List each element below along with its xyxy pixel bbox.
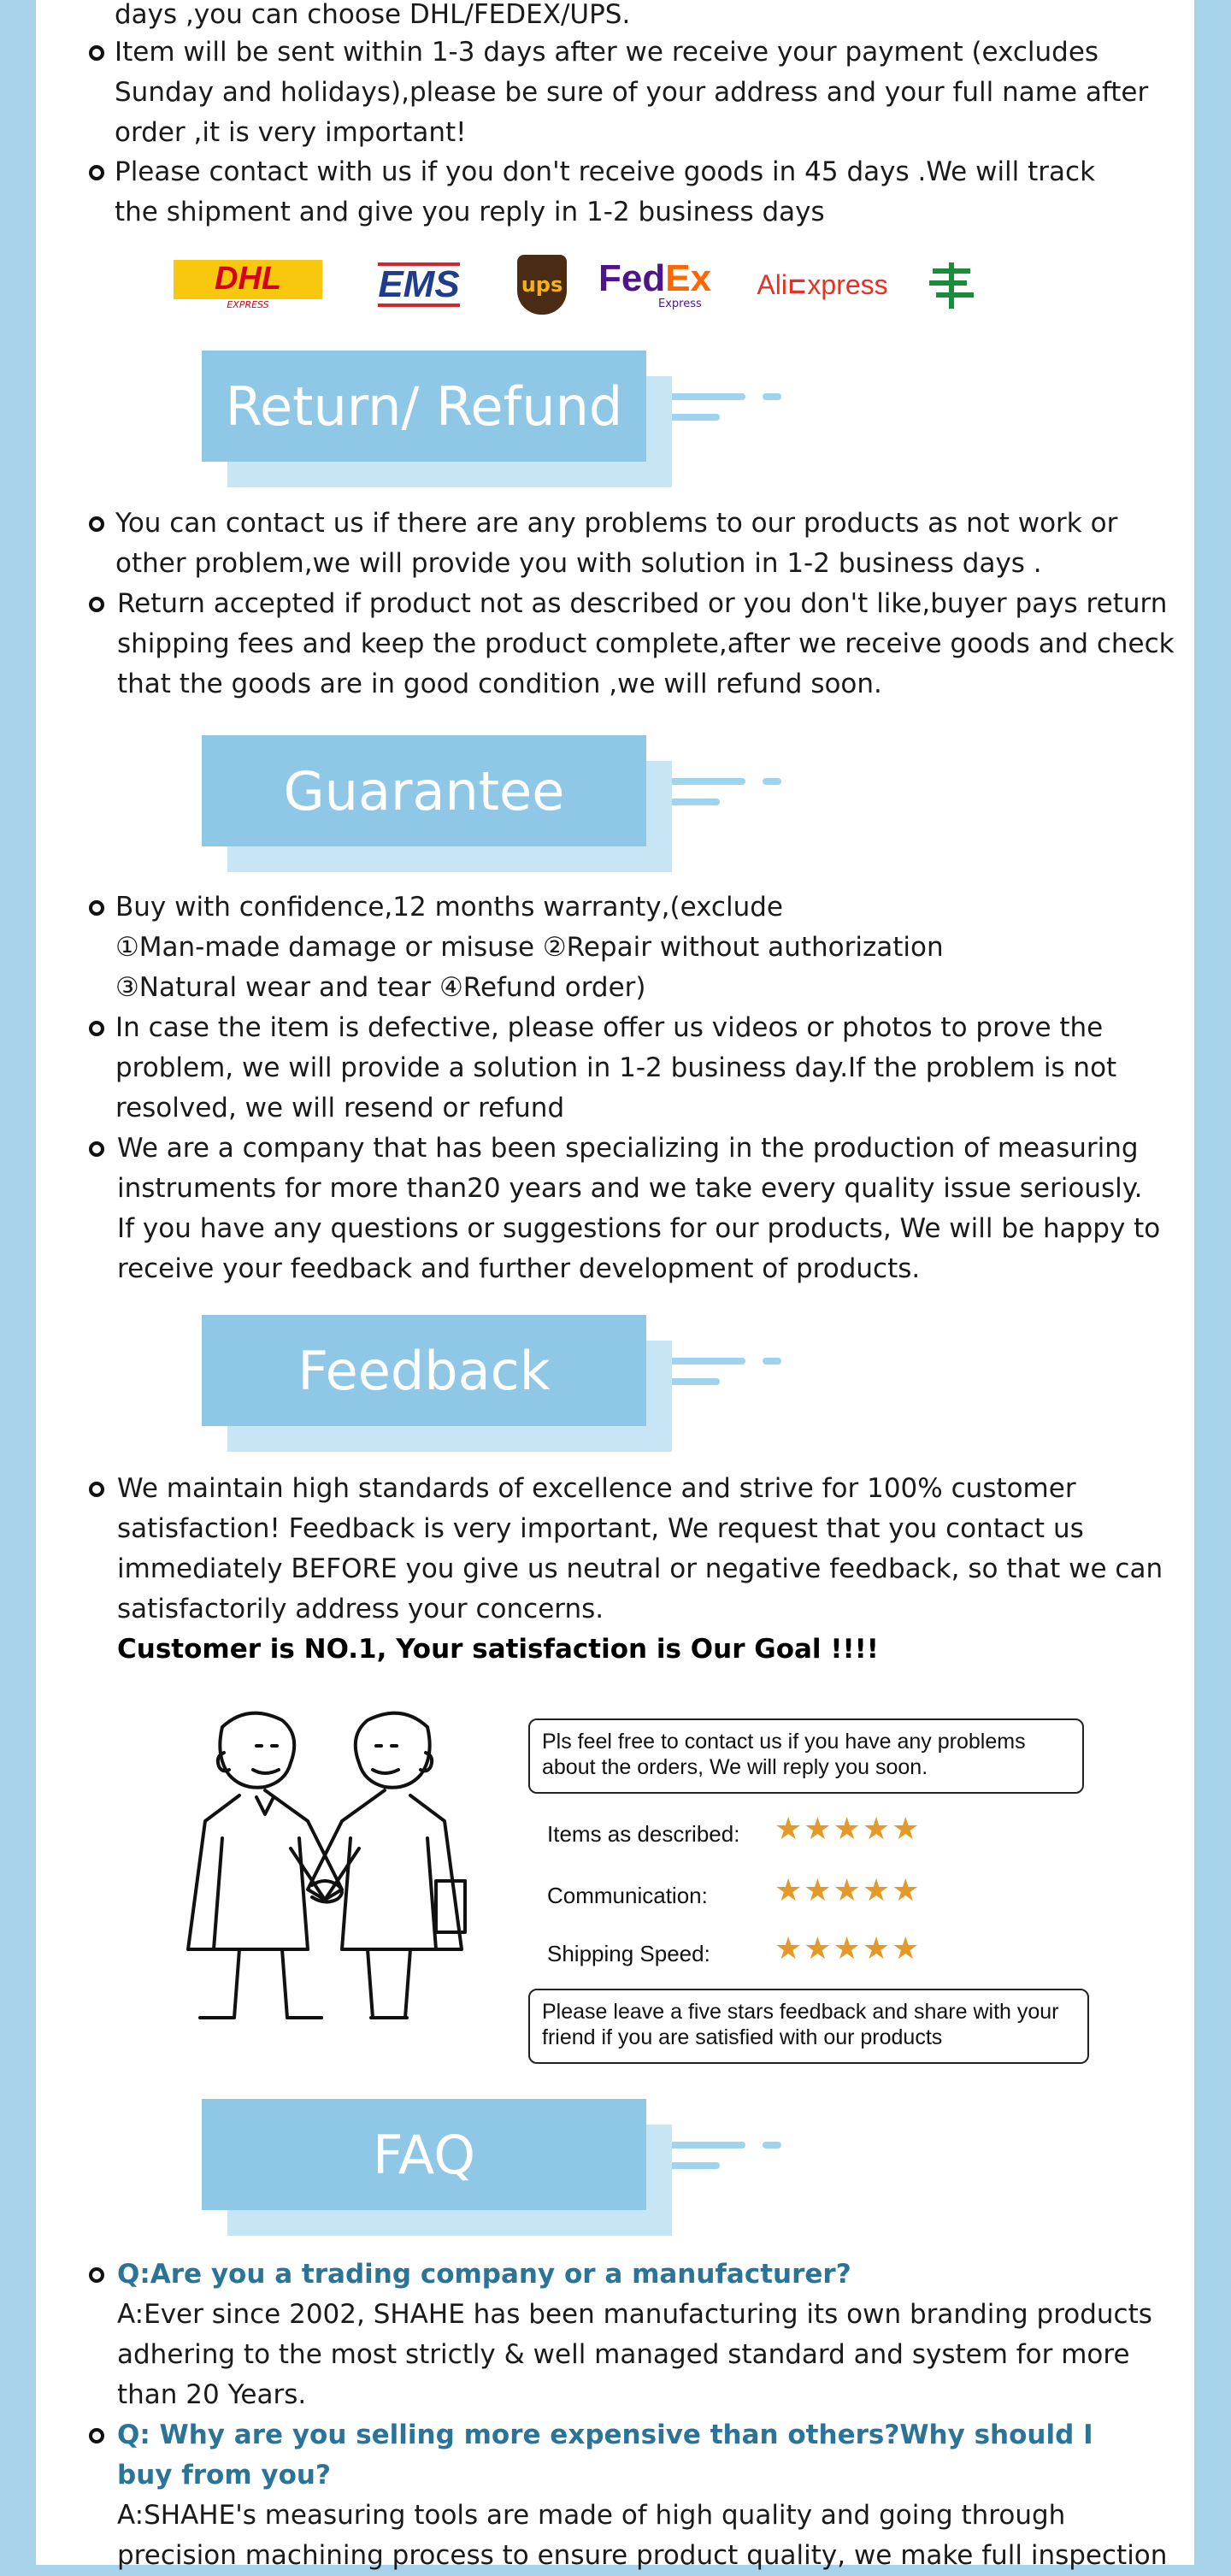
bullet-icon [89, 1141, 104, 1157]
faq-answer-line: A:SHAHE's measuring tools are made of high quality and going through [117, 2500, 1066, 2531]
section-header-return-refund [202, 351, 1057, 487]
faq-question: Q: Why are you selling more expensive than others?Why should I [117, 2420, 1093, 2450]
shipping-item-line: order ,it is very important! [115, 117, 467, 148]
text-line: satisfaction! Feedback is very important, We request that you contact us [117, 1513, 1084, 1544]
rating-label: Shipping Speed: [547, 1941, 710, 1966]
section-title: FAQ [202, 2099, 646, 2210]
fedex-logo: FedEx Express [598, 256, 712, 310]
text-line: We are a company that has been specializing in the production of measuring [117, 1133, 1139, 1164]
rating-label: Communication: [547, 1883, 708, 1908]
shipping-item-line: Item will be sent within 1-3 days after we receive your payment (excludes [115, 37, 1099, 68]
bullet-icon [89, 900, 104, 916]
shipping-item-line: Please contact with us if you don't receive goods in 45 days .We will track [115, 156, 1096, 187]
faq-answer-line: adhering to the most strictly & well managed standard and system for more [117, 2339, 1130, 2370]
handshake-illustration [171, 1701, 496, 2060]
bullet-icon [89, 597, 104, 612]
text-line: We maintain high standards of excellence and strive for 100% customer [117, 1473, 1076, 1504]
text-line: receive your feedback and further development of products. [117, 1253, 921, 1284]
text-line: You can contact us if there are any problems to our products as not work or [115, 508, 1118, 539]
section-title: Guarantee [202, 735, 646, 846]
shipping-text-line: days ,you can choose DHL/FEDEX/UPS. [115, 0, 631, 30]
section-title: Feedback [202, 1315, 646, 1426]
contact-note: Pls feel free to contact us if you have any problems about the orders, We will reply you soon. [528, 1718, 1084, 1794]
faq-answer-line: precision machining process to ensure product quality, we make full inspection [117, 2540, 1168, 2571]
faq-answer-line: A:Ever since 2002, SHAHE has been manufacturing its own branding products [117, 2299, 1152, 2330]
text-line: resolved, we will resend or refund [115, 1093, 565, 1123]
china-post-logo [922, 251, 981, 319]
ems-logo: EMS [378, 263, 460, 305]
shipping-item-line: the shipment and give you reply in 1-2 business days [115, 197, 825, 227]
text-line: problem, we will provide a solution in 1-2 business day.If the problem is not [115, 1052, 1117, 1083]
ups-logo: ups [516, 251, 568, 319]
text-line: If you have any questions or suggestions for our products, We will be happy to [117, 1213, 1161, 1244]
faq-answer-line: than 20 Years. [117, 2379, 307, 2410]
text-line: other problem,we will provide you with solution in 1-2 business days . [115, 548, 1042, 579]
rating-stars-icon: ★★★★★ [775, 1812, 922, 1847]
text-line: Buy with confidence,12 months warranty,(exclude [115, 892, 783, 923]
text-line: ③Natural wear and tear ④Refund order) [115, 972, 646, 1003]
feedback-card [171, 1701, 1094, 2069]
section-header-faq [202, 2099, 1057, 2236]
faq-question: buy from you? [117, 2460, 331, 2491]
text-line: satisfactorily address your concerns. [117, 1594, 604, 1624]
dhl-logo: DHL EXPRESS [171, 251, 325, 319]
text-line: shipping fees and keep the product complete,after we receive goods and check [117, 628, 1175, 659]
rating-stars-icon: ★★★★★ [775, 1873, 922, 1908]
bullet-icon [89, 1021, 104, 1036]
text-line: In case the item is defective, please offer us videos or photos to prove the [115, 1012, 1104, 1043]
bullet-icon [89, 2267, 104, 2283]
text-line: immediately BEFORE you give us neutral or negative feedback, so that we can [117, 1553, 1163, 1584]
five-star-request-note: Please leave a five stars feedback and share with your friend if you are satisfied with our products [528, 1989, 1089, 2064]
feedback-goal-text: Customer is NO.1, Your satisfaction is Our Goal !!!! [117, 1634, 879, 1665]
shipping-item-line: Sunday and holidays),please be sure of your address and your full name after [115, 77, 1149, 108]
bullet-icon [89, 165, 104, 180]
bullet-icon [89, 2428, 104, 2443]
rating-label: Items as described: [547, 1821, 740, 1847]
section-header-guarantee [202, 735, 1057, 872]
aliexpress-logo: Ali ⊏ xpress [757, 268, 888, 300]
text-line: Return accepted if product not as described or you don't like,buyer pays return [117, 588, 1168, 619]
bullet-icon [89, 516, 104, 532]
text-line: ①Man-made damage or misuse ②Repair without authorization [115, 932, 944, 963]
faq-question: Q:Are you a trading company or a manufacturer? [117, 2259, 851, 2290]
section-title: Return/ Refund [202, 351, 646, 462]
bullet-icon [89, 45, 104, 61]
section-header-feedback [202, 1315, 1057, 1452]
bullet-icon [89, 1482, 104, 1497]
rating-stars-icon: ★★★★★ [775, 1931, 922, 1966]
text-line: instruments for more than20 years and we take every quality issue seriously. [117, 1173, 1143, 1204]
carrier-logos [171, 251, 992, 319]
text-line: that the goods are in good condition ,we will refund soon. [117, 669, 882, 699]
cart-icon: ⊏ [786, 270, 808, 299]
